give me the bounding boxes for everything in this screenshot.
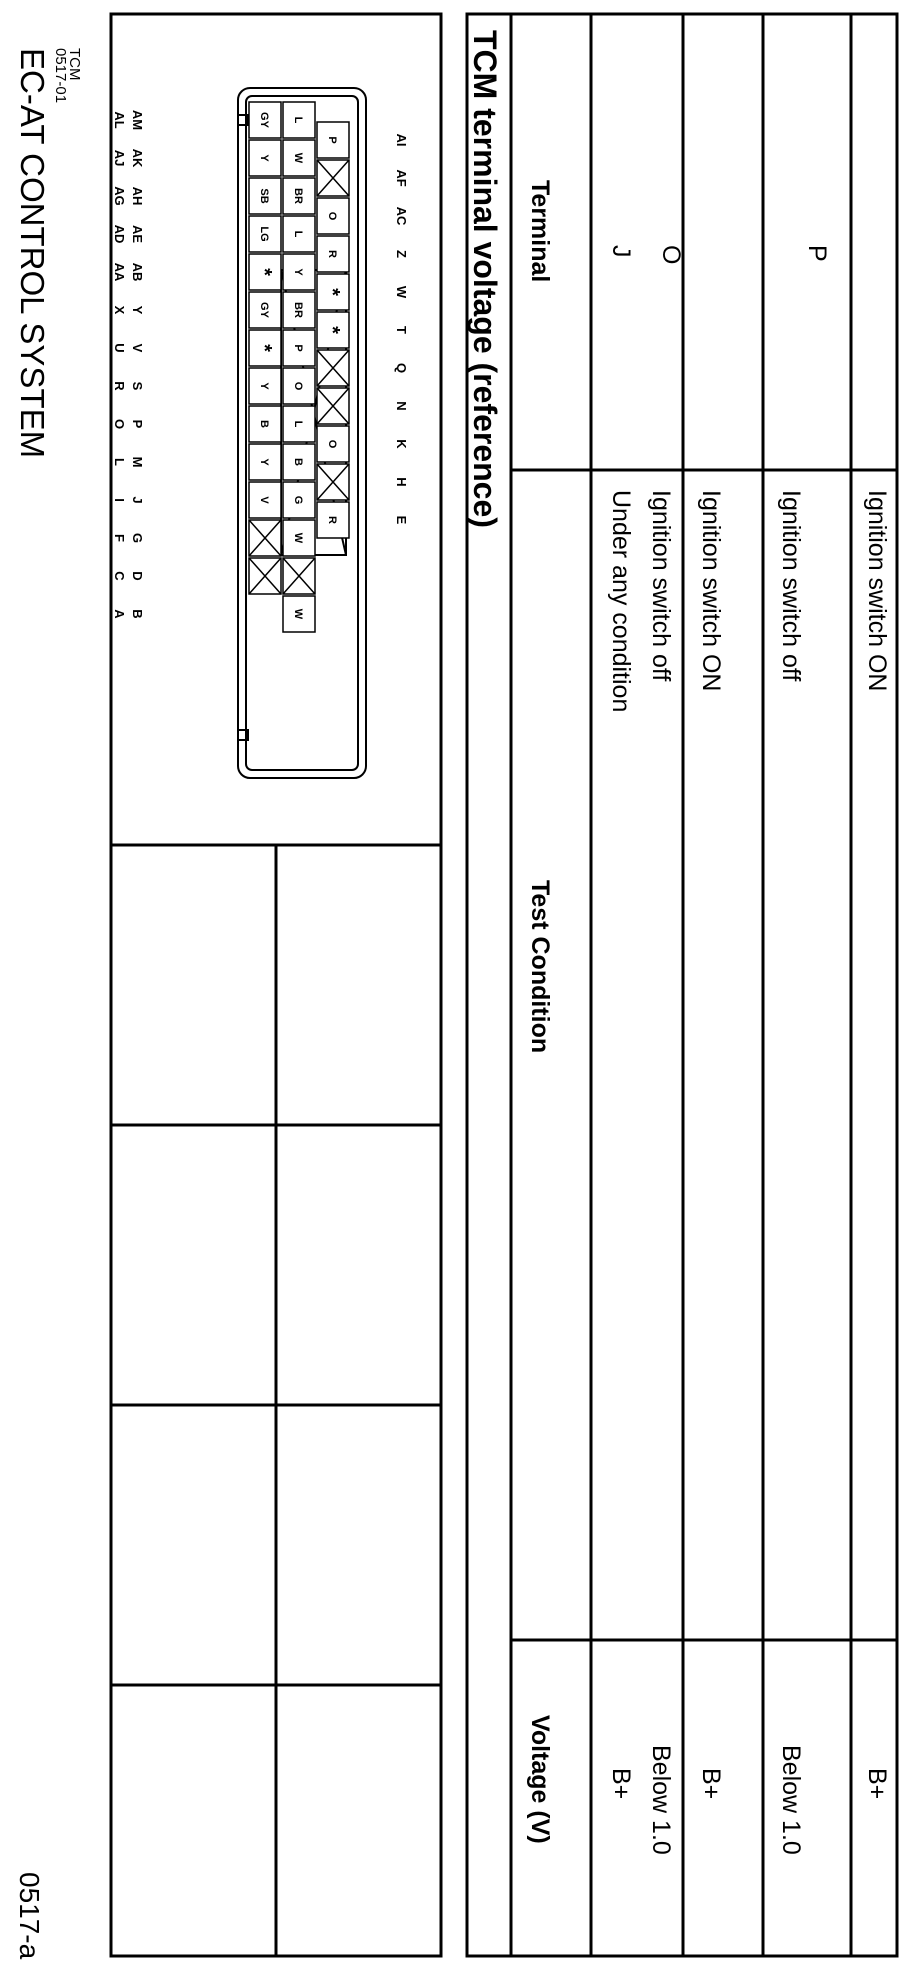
pin-label-ak: AK xyxy=(130,148,145,168)
pin-label-b: B xyxy=(130,609,145,619)
pin-label-l: L xyxy=(112,458,127,466)
pin-r2-1-label: W xyxy=(292,152,304,164)
pin-r2-10-label: G xyxy=(292,495,304,505)
section-code: 0517-01 xyxy=(52,48,69,104)
voltage-p-off: Below 1.0 xyxy=(777,1745,805,1855)
pin-label-aj: AJ xyxy=(112,149,127,167)
voltage-o-on: B+ xyxy=(697,1768,725,1800)
pin-r1-7-label: Y xyxy=(258,382,270,390)
pin-label-e: E xyxy=(394,515,409,525)
document-title: EC-AT CONTROL SYSTEM xyxy=(14,48,51,459)
pin-r2-13-label: W xyxy=(292,608,304,620)
pin-r2-11-label: W xyxy=(292,532,304,544)
pin-label-ah: AH xyxy=(130,186,145,206)
pin-label-i: I xyxy=(112,498,127,502)
pin-r1-0-label: GY xyxy=(258,112,270,128)
pin-r1-3-label: LG xyxy=(258,226,270,242)
pin-label-c: C xyxy=(112,571,127,581)
pin-label-z: Z xyxy=(394,250,409,258)
connector-pins xyxy=(249,102,349,632)
pin-label-q: Q xyxy=(394,362,409,374)
voltage-o-off: Below 1.0 xyxy=(647,1745,675,1855)
pin-r2-2-label: BR xyxy=(292,188,304,204)
pin-label-am: AM xyxy=(130,109,145,131)
pin-label-j: J xyxy=(130,496,145,504)
pin-labels-mid xyxy=(130,110,145,619)
pin-labels-top xyxy=(112,111,127,619)
pin-r3-5-label: * xyxy=(321,326,343,334)
pin-label-o: O xyxy=(112,418,127,430)
pin-r1-2-label: SB xyxy=(258,188,270,204)
pin-label-x: X xyxy=(112,305,127,315)
pin-label-a: A xyxy=(112,609,127,619)
pin-label-af: AF xyxy=(394,169,409,187)
pin-r2-4-label: Y xyxy=(292,268,304,276)
pin-label-u: U xyxy=(112,343,127,353)
pin-r1-9-label: Y xyxy=(258,458,270,466)
pin-r2-0-label: L xyxy=(292,116,304,124)
pin-label-aa: AA xyxy=(112,262,127,282)
pin-labels-bottom xyxy=(394,134,409,525)
pin-r2-9-label: B xyxy=(292,458,304,466)
pin-label-n: N xyxy=(394,401,409,411)
pin-label-ae: AE xyxy=(130,224,145,244)
pin-r1-1-label: Y xyxy=(258,154,270,162)
condition-o-on: Ignition switch ON xyxy=(697,490,725,692)
pin-label-ab: AB xyxy=(130,262,145,282)
pin-r3-8-label: O xyxy=(326,439,338,449)
pin-label-m: M xyxy=(130,456,145,468)
pin-r1-6-label: * xyxy=(253,344,275,352)
pin-label-d: D xyxy=(130,571,145,581)
pin-r2-3-label: L xyxy=(292,230,304,238)
pin-label-k: K xyxy=(394,439,409,449)
pin-r1-10-label: V xyxy=(258,496,270,504)
pin-label-r: R xyxy=(112,381,127,391)
pin-label-v: V xyxy=(130,343,145,353)
condition-p-off: Ignition switch off xyxy=(777,490,805,682)
pin-label-ai: AI xyxy=(394,133,409,147)
pin-label-w: W xyxy=(394,285,409,299)
pin-r3-10-label: R xyxy=(326,516,338,524)
pin-r2-6-label: P xyxy=(292,344,304,352)
pin-r3-3-label: R xyxy=(326,250,338,258)
pin-r1-4-label: * xyxy=(253,268,275,276)
header-voltage: Voltage (V) xyxy=(526,1715,554,1844)
pin-r2-5-label: BR xyxy=(292,302,304,318)
pin-r3-2-label: O xyxy=(326,211,338,221)
pin-label-al: AL xyxy=(112,111,127,129)
pin-label-ad: AD xyxy=(112,224,127,244)
pin-r1-8-label: B xyxy=(258,420,270,428)
condition-j: Under any condition xyxy=(607,490,635,713)
header-test-condition: Test Condition xyxy=(526,880,554,1054)
pin-label-s: S xyxy=(130,381,145,391)
pin-label-h: H xyxy=(394,477,409,487)
voltage-j: B+ xyxy=(607,1768,635,1800)
pin-r3-0-label: P xyxy=(326,136,338,144)
header-terminal: Terminal xyxy=(526,180,554,283)
pin-r2-7-label: O xyxy=(292,381,304,391)
condition-p-on: Ignition switch ON xyxy=(863,490,891,692)
pin-label-p: P xyxy=(130,419,145,429)
terminal-p: P xyxy=(803,245,831,262)
pin-label-ac: AC xyxy=(394,206,409,226)
voltage-p-on: B+ xyxy=(863,1768,891,1800)
pin-label-f: F xyxy=(112,534,127,542)
terminal-o: O xyxy=(657,245,685,265)
condition-o-off: Ignition switch off xyxy=(647,490,675,682)
page-code: 0517-a xyxy=(14,1872,45,1960)
pin-label-g: G xyxy=(130,532,145,544)
pin-label-t: T xyxy=(394,326,409,334)
pin-r2-8-label: L xyxy=(292,420,304,428)
pin-label-ag: AG xyxy=(112,186,127,206)
section-name: TCM xyxy=(66,48,83,81)
table-title: TCM terminal voltage (reference) xyxy=(467,30,503,528)
terminal-j: J xyxy=(607,245,635,258)
pin-r3-4-label: * xyxy=(321,288,343,296)
pin-label-y: Y xyxy=(130,305,145,315)
pin-r1-5-label: GY xyxy=(258,302,270,318)
